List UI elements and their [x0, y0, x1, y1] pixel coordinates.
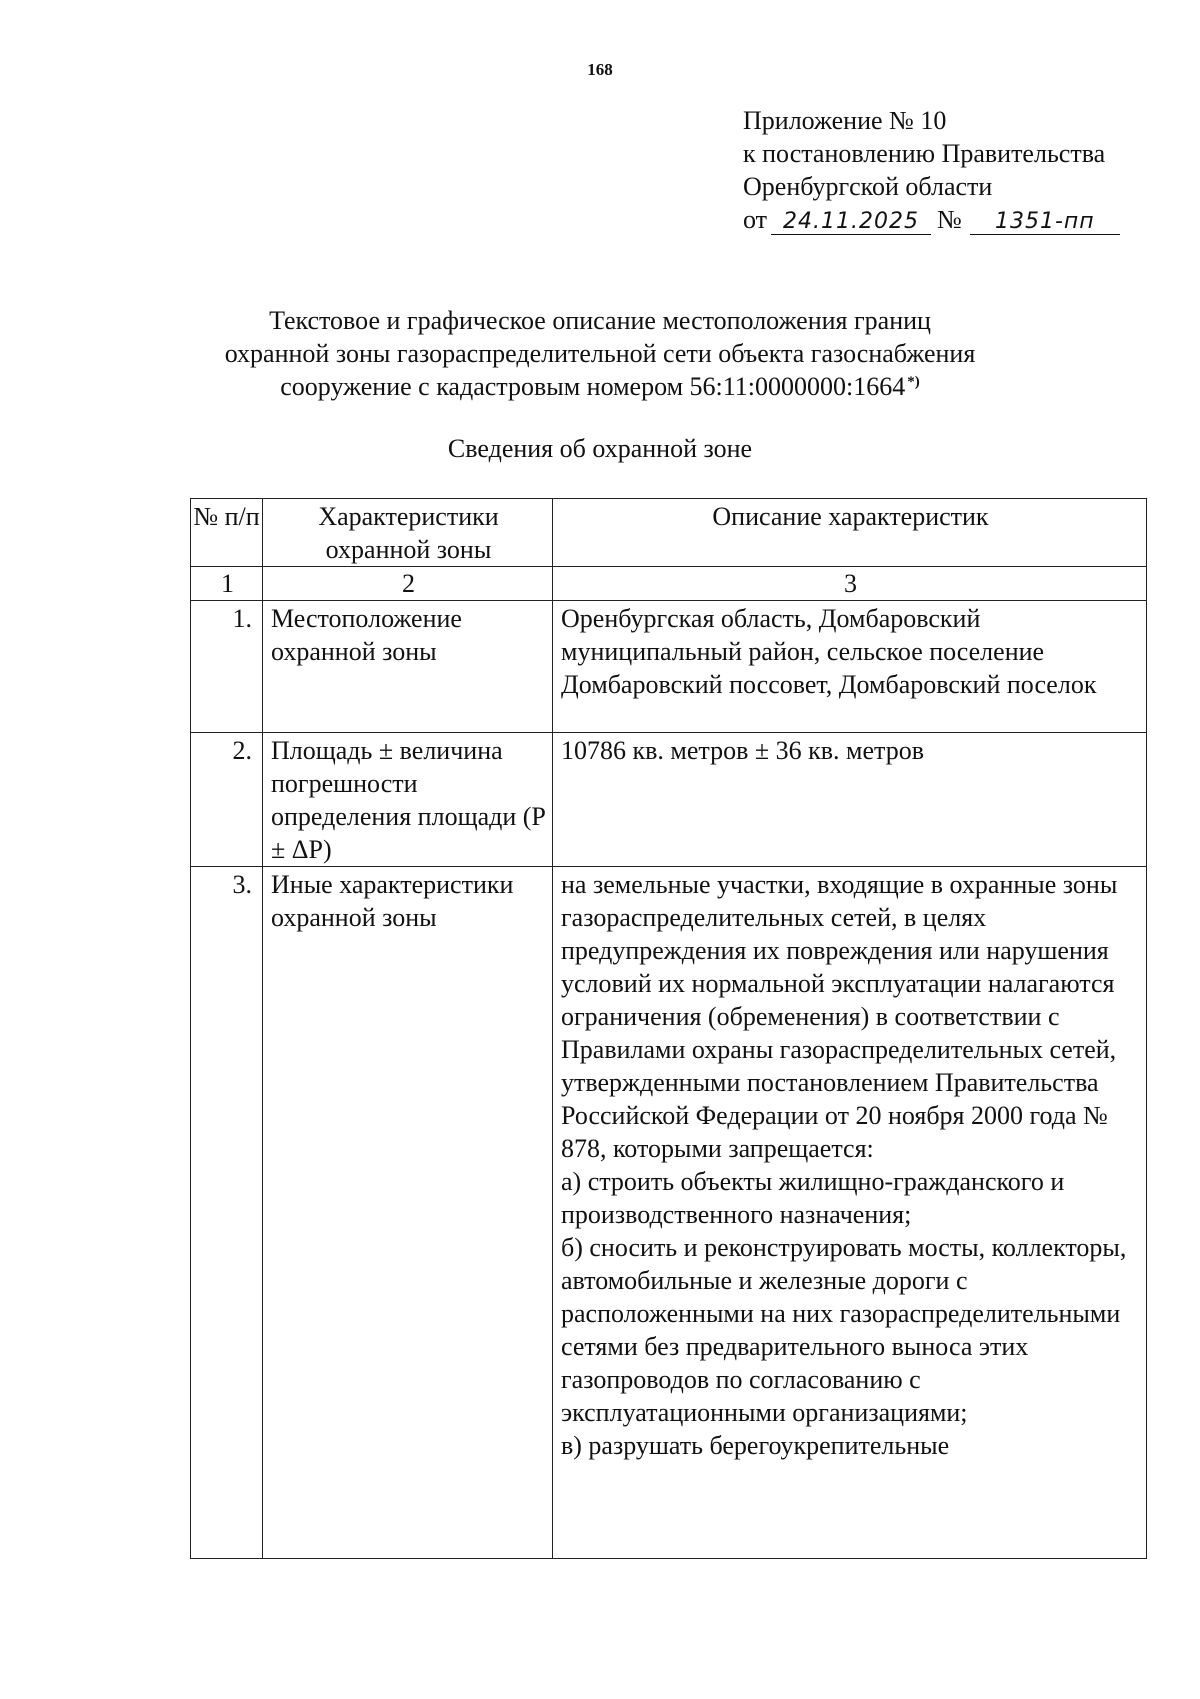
restriction-item-a: а) строить объекты жилищно-гражданского и производственного назначения; [561, 1167, 1065, 1229]
table-row [191, 867, 1147, 1559]
from-label: от [743, 205, 768, 234]
table-row [191, 601, 1147, 733]
row-number: 3. [191, 867, 263, 1559]
appendix-line-2: к постановлению Правительства [743, 139, 1106, 168]
appendix-line-3: Оренбургской области [743, 172, 993, 201]
title-line-3 [0, 370, 1200, 403]
row-description: 10786 кв. метров ± 36 кв. метров [553, 733, 1147, 867]
restriction-item-b: б) сносить и реконструировать мосты, коллекторы, автомобильные и железные дороги с расположенными на них газораспределительными сетями без предварительного выноса этих газопроводов по согласованию с эксплуатационными организациями; [561, 1233, 1127, 1427]
row-number: 1. [191, 601, 263, 733]
column-number-3: 3 [553, 567, 1147, 601]
section-title: Сведения об охранной зоне [447, 434, 753, 463]
column-number-2: 2 [263, 567, 553, 601]
row-description [553, 867, 1147, 1559]
number-label: № [937, 205, 962, 234]
row-characteristic: Местоположение охранной зоны [263, 601, 553, 733]
header-number: № п/п [191, 499, 263, 567]
row-characteristic: Иные характеристики охранной зоны [263, 867, 553, 1559]
title-line-1: Текстовое и графическое описание местоположения границ [269, 306, 931, 335]
title-line-2: охранной зоны газораспределительной сети объекта газоснабжения [224, 339, 976, 368]
page-number: 168 [587, 60, 613, 79]
handwritten-number: 1351-пп [970, 210, 1120, 235]
protection-zone-table [190, 498, 1147, 1559]
table-header-row [191, 499, 1147, 567]
column-number-row [191, 567, 1147, 601]
row-description: Оренбургская область, Домбаровский муниципальный район, сельское поселение Домбаровский поссовет, Домбаровский поселок [553, 601, 1147, 733]
appendix-line-1: Приложение № 10 [743, 106, 947, 135]
handwritten-date: 24.11.2025 [771, 210, 931, 235]
row-description-text: на земельные участки, входящие в охранные зоны газораспределительных сетей, в целях предупреждения их повреждения или нарушения условий их нормальной эксплуатации налагаются ограничения (обременения) в соответствии с Правилами охраны газораспределительных сетей, утвержденными постановлением Правительства Российской Федерации от 20 ноября 2000 года № 878, которыми запрещается: [561, 870, 1118, 1163]
table-row [191, 733, 1147, 867]
header-characteristic: Характеристики охранной зоны [263, 499, 553, 567]
restriction-item-c: в) разрушать берегоукрепительные [561, 1431, 950, 1460]
header-description: Описание характеристик [553, 499, 1147, 567]
document-title [0, 304, 1200, 403]
appendix-date-line [743, 203, 1120, 236]
footnote-mark: *) [907, 374, 920, 390]
row-number: 2. [191, 733, 263, 867]
column-number-1: 1 [191, 567, 263, 601]
title-line-3-text: сооружение с кадастровым номером 56:11:0000000:1664 [280, 372, 906, 401]
row-characteristic: Площадь ± величина погрешности определения площади (P ± ΔP) [263, 733, 553, 867]
appendix-block [743, 104, 1120, 236]
